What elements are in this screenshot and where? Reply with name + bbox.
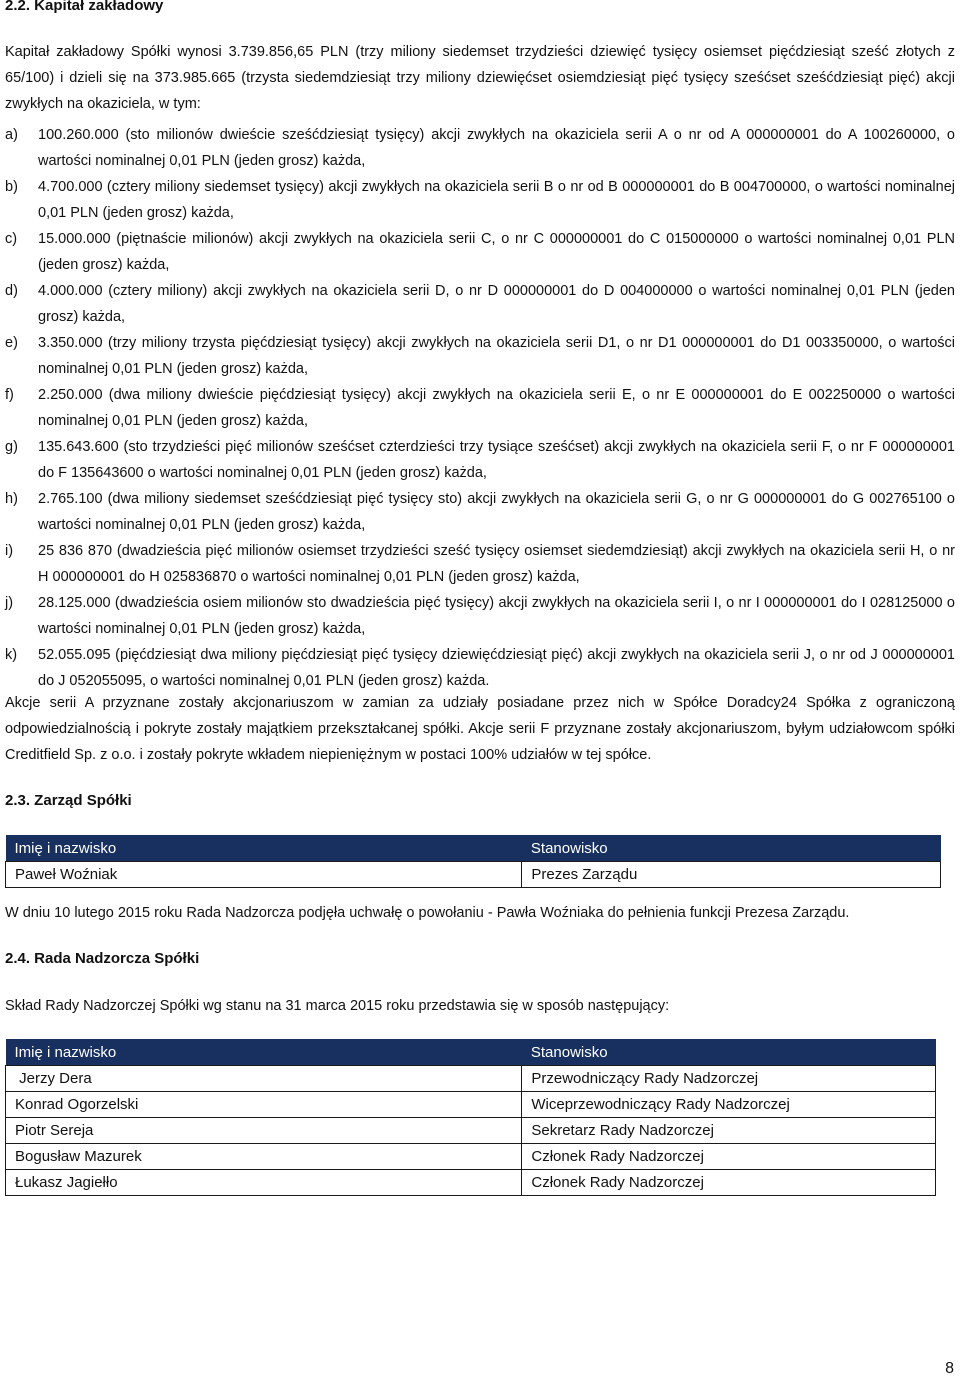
section-heading-supervisory: 2.4. Rada Nadzorcza Spółki (5, 950, 200, 967)
list-item-text: 3.350.000 (trzy miliony trzysta pięćdziesiąt tysięcy) akcji zwykłych na okaziciela serii D1, o nr D1 000000001 do D1 003350000, o wartości nominalnej 0,01 PLN (jeden grosz) każda, (38, 335, 955, 377)
list-item (5, 590, 955, 642)
cell-position: Wiceprzewodniczący Rady Nadzorczej (522, 1092, 936, 1118)
cell-position: Przewodniczący Rady Nadzorczej (522, 1066, 936, 1092)
list-marker: a) (5, 127, 18, 143)
table-header-row (6, 1039, 936, 1066)
list-marker: d) (5, 283, 18, 299)
table-row (6, 1118, 936, 1144)
share-series-list (5, 122, 955, 694)
table-row (6, 862, 941, 888)
list-marker: i) (5, 543, 14, 559)
list-marker: j) (5, 595, 14, 611)
list-item-text: 15.000.000 (piętnaście milionów) akcji zwykłych na okaziciela serii C, o nr C 000000001 do C 015000000 o wartości nominalnej 0,01 PLN (jeden grosz) każda, (38, 231, 955, 273)
table-row (6, 1170, 936, 1196)
capital-closing-paragraph: Akcje serii A przyznane zostały akcjonariuszom w zamian za udziały posiadane przez nich w Spółce Doradcy24 Spółka z ograniczoną odpowiedzialnością i pokryte zostały majątkiem przekształcanej spółki. Akcje serii F przyznane zostały akcjonariuszom, byłym udziałowcom spółki Creditfield Sp. z o.o. i zostały pokryte wkładem niepieniężnym w postaci 100% udziałów w tej spółce. (5, 695, 955, 763)
board-table (5, 835, 941, 888)
column-header-name: Imię i nazwisko (6, 835, 522, 862)
list-marker: g) (5, 439, 18, 455)
table-row (6, 1144, 936, 1170)
section-heading-board: 2.3. Zarząd Spółki (5, 792, 132, 809)
column-header-name: Imię i nazwisko (6, 1039, 522, 1066)
cell-position: Prezes Zarządu (522, 862, 941, 888)
cell-position: Sekretarz Rady Nadzorczej (522, 1118, 936, 1144)
list-item-text: 4.700.000 (cztery miliony siedemset tysięcy) akcji zwykłych na okaziciela serii B o nr od B 000000001 do B 004700000, o wartości nominalnej 0,01 PLN (jeden grosz) każda, (38, 179, 955, 221)
list-item-text: 135.643.600 (sto trzydzieści pięć milionów sześćset czterdzieści trzy tysiące sześćset) akcji zwykłych na okaziciela serii F, o nr F 000000001 do F 135643600 o wartości nominalnej 0,01 PLN (jeden grosz) każda, (38, 439, 955, 481)
list-item (5, 278, 955, 330)
cell-position: Członek Rady Nadzorczej (522, 1144, 936, 1170)
cell-name: Bogusław Mazurek (6, 1144, 522, 1170)
supervisory-intro-paragraph: Skład Rady Nadzorczej Spółki wg stanu na 31 marca 2015 roku przedstawia się w sposób następujący: (5, 998, 670, 1014)
cell-name: Jerzy Dera (6, 1066, 522, 1092)
list-item (5, 538, 955, 590)
list-item-text: 4.000.000 (cztery miliony) akcji zwykłych na okaziciela serii D, o nr D 000000001 do D 004000000 o wartości nominalnej 0,01 PLN (jeden grosz) każda, (38, 283, 955, 325)
list-marker: f) (5, 387, 14, 403)
list-item-text: 2.250.000 (dwa miliony dwieście pięćdziesiąt tysięcy) akcji zwykłych na okaziciela serii E, o nr E 000000001 do E 002250000 o wartości nominalnej 0,01 PLN (jeden grosz) każda, (38, 387, 955, 429)
board-appointment-note: W dniu 10 lutego 2015 roku Rada Nadzorcza podjęła uchwałę o powołaniu - Pawła Woźniaka do pełnienia funkcji Prezesa Zarządu. (5, 905, 850, 921)
capital-intro-paragraph: Kapitał zakładowy Spółki wynosi 3.739.856,65 PLN (trzy miliony siedemset trzydzieści dziewięć tysięcy osiemset pięćdziesiąt sześć złotych z 65/100) i dzieli się na 373.985.665 (trzysta siedemdziesiąt trzy miliony dziewięćset osiemdziesiąt pięć tysięcy sześćset sześćdziesiąt pięć) akcji zwykłych na okaziciela, w tym: (5, 44, 955, 112)
cell-name: Paweł Woźniak (6, 862, 522, 888)
cell-position: Członek Rady Nadzorczej (522, 1170, 936, 1196)
list-marker: k) (5, 647, 18, 663)
list-item-text: 25 836 870 (dwadzieścia pięć milionów osiemset trzydzieści sześć tysięcy osiemset siedemdziesiąt) akcji zwykłych na okaziciela serii H, o nr H 000000001 do H 025836870 o wartości nominalnej 0,01 PLN (jeden grosz) każda, (38, 543, 955, 585)
list-marker: e) (5, 335, 18, 351)
list-item (5, 382, 955, 434)
list-item (5, 486, 955, 538)
list-item-text: 52.055.095 (pięćdziesiąt dwa miliony pięćdziesiąt pięć tysięcy dziewięćdziesiąt pięć) akcji zwykłych na okaziciela serii J, o nr od J 000000001 do J 052055095, o wartości nominalnej 0,01 PLN (jeden grosz) każda. (38, 647, 955, 689)
list-marker: c) (5, 231, 18, 247)
table-row (6, 1092, 936, 1118)
column-header-position: Stanowisko (522, 1039, 936, 1066)
cell-name: Łukasz Jagiełło (6, 1170, 522, 1196)
page-number: 8 (945, 1360, 954, 1377)
cell-name: Konrad Ogorzelski (6, 1092, 522, 1118)
table-header-row (6, 835, 941, 862)
list-item-text: 2.765.100 (dwa miliony siedemset sześćdziesiąt pięć tysięcy sto) akcji zwykłych na okaziciela serii G, o nr G 000000001 do G 002765100 o wartości nominalnej 0,01 PLN (jeden grosz) każda, (38, 491, 955, 533)
list-item-text: 100.260.000 (sto milionów dwieście sześćdziesiąt tysięcy) akcji zwykłych na okaziciela serii A o nr od A 000000001 do A 100260000, o wartości nominalnej 0,01 PLN (jeden grosz) każda, (38, 127, 955, 169)
list-marker: b) (5, 179, 18, 195)
list-item (5, 174, 955, 226)
list-marker: h) (5, 491, 18, 507)
table-row (6, 1066, 936, 1092)
list-item-text: 28.125.000 (dwadzieścia osiem milionów sto dwadzieścia pięć tysięcy) akcji zwykłych na okaziciela serii I, o nr I 000000001 do I 028125000 o wartości nominalnej 0,01 PLN (jeden grosz) każda, (38, 595, 955, 637)
list-item (5, 122, 955, 174)
list-item (5, 330, 955, 382)
section-heading-capital: 2.2. Kapitał zakładowy (5, 0, 164, 14)
column-header-position: Stanowisko (522, 835, 941, 862)
list-item (5, 226, 955, 278)
list-item (5, 642, 955, 694)
cell-name: Piotr Sereja (6, 1118, 522, 1144)
list-item (5, 434, 955, 486)
supervisory-board-table (5, 1039, 936, 1196)
